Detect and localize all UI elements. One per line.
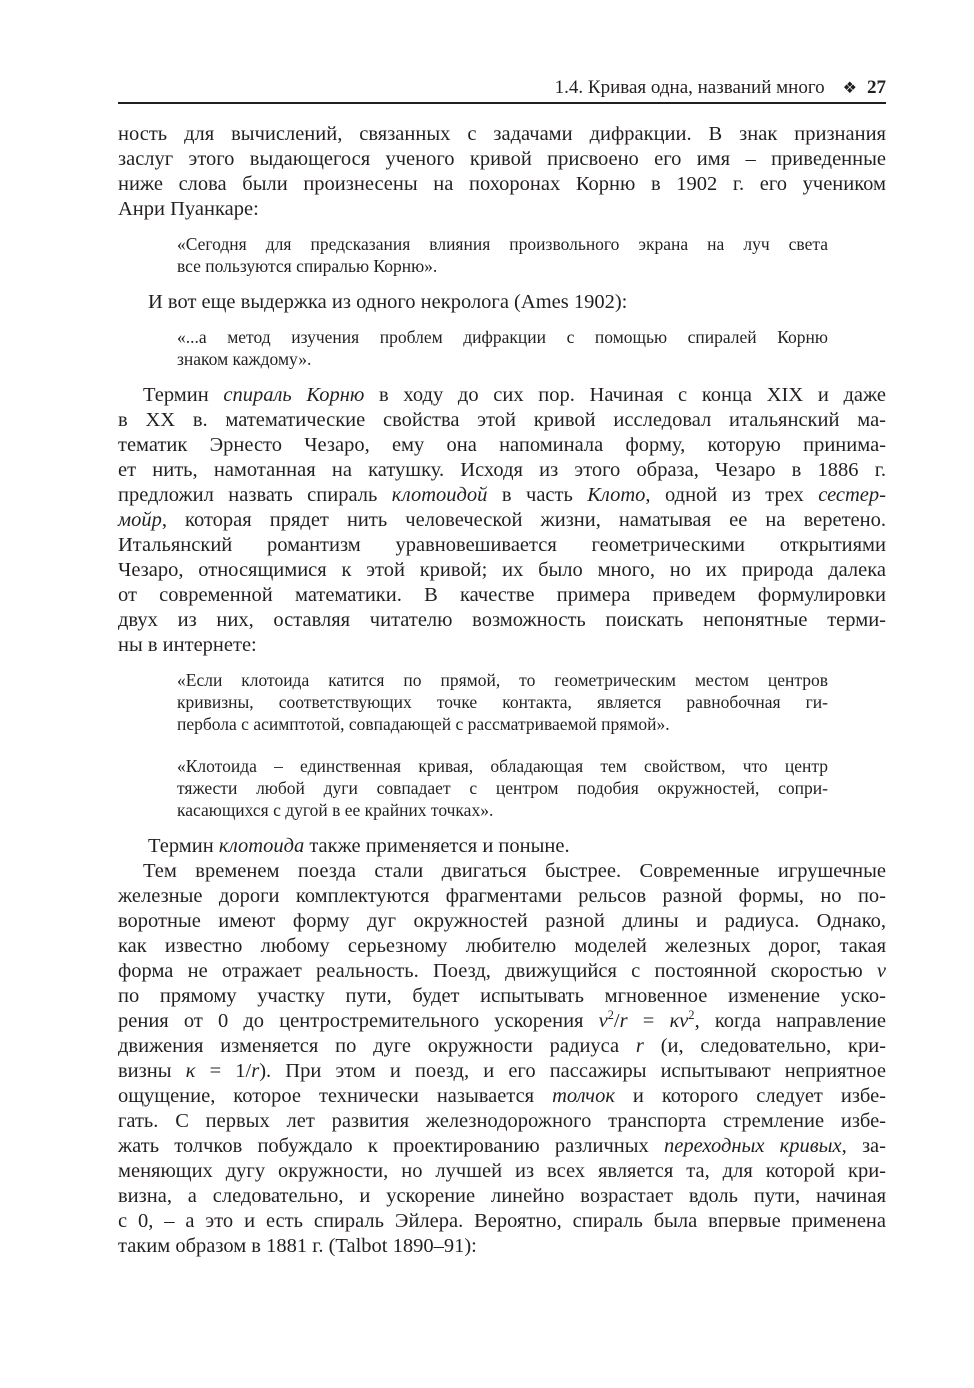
italic-term: κ	[185, 1060, 196, 1082]
quote-line: касающихся с дугой в ее крайних точках».	[177, 800, 494, 820]
italic-term: v	[876, 960, 886, 982]
quote-line: знаком каждому».	[177, 349, 312, 369]
spacer	[118, 821, 886, 834]
quote-line: тяжести любой дуги совпадает с центром подобия окружностей, сопри-	[177, 778, 828, 798]
paragraph-line: Термин клотоида также применяется и поныне.	[148, 835, 570, 857]
paragraph-line: гать. С первых лет развития железнодорожного транспорта стремление избе-	[118, 1110, 886, 1132]
italic-term: клотоида	[218, 835, 305, 857]
page-number: 27	[867, 77, 886, 98]
spacer	[118, 370, 886, 383]
paragraph-line: заслуг этого выдающегося ученого кривой присвоено его имя – приведенные	[118, 148, 886, 170]
paragraph-line: с 0, – а это и есть спираль Эйлера. Вероятно, спираль была впервые применена	[118, 1210, 886, 1232]
page-body	[118, 122, 886, 1259]
paragraph	[118, 834, 886, 859]
quote-line: «Если клотоида катится по прямой, то геометрическим местом центров	[177, 670, 828, 690]
quote-line: все пользуются спиралью Корню».	[177, 256, 438, 276]
italic-term: клотоидой	[391, 484, 488, 506]
italic-term: Клото	[587, 484, 646, 506]
block-quote	[177, 669, 828, 735]
italic-term: v	[598, 1010, 608, 1032]
paragraph-line: по прямому участку пути, будет испытывать мгновенное изменение уско-	[118, 985, 886, 1007]
quote-line: «...а метод изучения проблем дифракции с помощью спиралей Корню	[177, 327, 828, 347]
spacer	[118, 277, 886, 290]
italic-term: κv	[669, 1010, 689, 1032]
italic-term: спираль Корню	[223, 384, 365, 406]
paragraph-line: Тем временем поезда стали двигаться быстрее. Современные игрушечные	[143, 860, 886, 882]
paragraph-line: жать толчков побуждало к проектированию различных переходных кривых, за-	[118, 1135, 886, 1157]
paragraph-line: мойр, которая прядет нить человеческой жизни, наматывая ее на веретено.	[118, 509, 886, 531]
spacer	[118, 315, 886, 326]
spacer	[118, 222, 886, 233]
paragraph-line: ность для вычислений, связанных с задачами дифракции. В знак признания	[118, 123, 886, 145]
paragraph-line: визна, а следовательно, и ускорение линейно возрастает вдоль пути, начиная	[118, 1185, 886, 1207]
paragraph-line: движения изменяется по дуге окружности радиуса r (и, следовательно, кри-	[118, 1035, 886, 1057]
italic-term: переходных кривых	[663, 1135, 842, 1157]
quote-line: кривизны, соответствующих точке контакта, является равнобочная ги-	[177, 692, 828, 712]
italic-term: r	[619, 1010, 628, 1032]
paragraph-line: от современной математики. В качестве примера приведем формулировки	[118, 584, 886, 606]
paragraph-line: предложил назвать спираль клотоидой в часть Клото, одной из трех сестер-	[118, 484, 886, 506]
italic-term: r	[251, 1060, 260, 1082]
paragraph-line: визны κ = 1/r). При этом и поезд, и его пассажиры испытывают неприятное	[118, 1060, 886, 1082]
running-head	[118, 76, 886, 100]
paragraph	[118, 859, 886, 1259]
italic-term: толчок	[552, 1085, 615, 1107]
paragraph-line: таким образом в 1881 г. (Talbot 1890–91):	[118, 1235, 477, 1257]
italic-term: мойр	[118, 509, 162, 531]
paragraph-line: Анри Пуанкаре:	[118, 198, 259, 220]
paragraph-line: Чезаро, относящимися к этой кривой; их было много, но их природа далека	[118, 559, 886, 581]
paragraph-line: форма не отражает реальность. Поезд, движущийся с постоянной скоростью v	[118, 960, 886, 982]
quote-line: пербола с асимптотой, совпадающей с рассматриваемой прямой».	[177, 714, 670, 734]
superscript: 2	[607, 1008, 614, 1023]
paragraph-line: И вот еще выдержка из одного некролога (Ames 1902):	[148, 291, 628, 313]
paragraph	[118, 383, 886, 658]
italic-term: r	[635, 1035, 644, 1057]
paragraph-line: Итальянский романтизм уравновешивается геометрическими открытиями	[118, 534, 886, 556]
paragraph-line: воротные имеют форму дуг окружностей разной длины и радиуса. Однако,	[118, 910, 886, 932]
block-quote	[177, 233, 828, 277]
paragraph-line: ниже слова были произнесены на похоронах Корню в 1902 г. его учеником	[118, 173, 886, 195]
paragraph-line: ощущение, которое технически называется толчок и которого следует избе-	[118, 1085, 886, 1107]
paragraph-line: в XX в. математические свойства этой кривой исследовал итальянский ма-	[118, 409, 886, 431]
paragraph-line: меняющих дугу окружности, но лучшей из всех является та, для которой кри-	[118, 1160, 886, 1182]
italic-term: сестер-	[818, 484, 886, 506]
paragraph-line: железные дороги комплектуются фрагментами рельсов разной формы, но по-	[118, 885, 886, 907]
paragraph-line: ет нить, намотанная на катушку. Исходя из этого образа, Чезаро в 1886 г.	[118, 459, 886, 481]
paragraph-line: как известно любому серьезному любителю моделей железных дорог, такая	[118, 935, 886, 957]
block-quote	[177, 755, 828, 821]
paragraph-line: рения от 0 до центростремительного ускорения $v^2/r = \kappa v^2$, когда направление	[118, 1008, 886, 1032]
paragraph-line: двух из них, оставляя читателю возможность поискать непонятные терми-	[118, 609, 886, 631]
superscript: 2	[688, 1008, 695, 1023]
quote-line: «Клотоида – единственная кривая, обладающая тем свойством, что центр	[177, 756, 828, 776]
header-rule	[118, 102, 886, 104]
paragraph	[118, 290, 886, 315]
paragraph-line: ны в интернете:	[118, 634, 257, 656]
paragraph-line: Термин спираль Корню в ходу до сих пор. Начиная с конца XIX и даже	[143, 384, 886, 406]
fleuron-separator-icon: ❖	[842, 80, 857, 97]
paragraph-line: тематик Эрнесто Чезаро, ему она напоминала форму, которую принима-	[118, 434, 886, 456]
paragraph	[118, 122, 886, 222]
section-title: 1.4. Кривая одна, названий много	[554, 77, 825, 98]
quote-line: «Сегодня для предсказания влияния произвольного экрана на луч света	[177, 234, 828, 254]
spacer	[118, 735, 886, 755]
block-quote	[177, 326, 828, 370]
spacer	[118, 658, 886, 669]
